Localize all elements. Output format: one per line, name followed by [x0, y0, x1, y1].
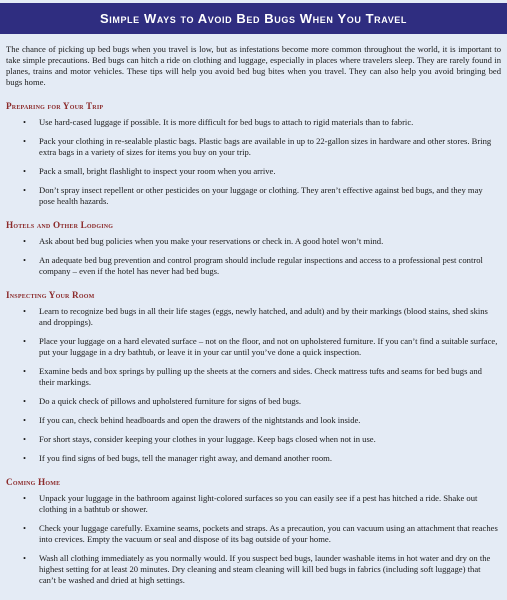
- bullet-icon: •: [23, 493, 27, 503]
- list-item-text: If you find signs of bed bugs, tell the manager right away, and demand another room.: [39, 453, 332, 463]
- list-item: [0, 553, 499, 586]
- list-item: [0, 117, 499, 128]
- list-item-text: Check your luggage carefully. Examine seams, pockets and straps. As a precaution, you can vacuum using an attachment that reaches into crevices. Empty the vacuum or seal and dispose of its bag outside of your home.: [39, 523, 498, 544]
- bullet-icon: •: [23, 434, 27, 444]
- section-3: [0, 477, 507, 586]
- list-item: [0, 136, 499, 158]
- list-item-text: An adequate bed bug prevention and control program should include regular inspections and access to a professional pest control company – even if the hotel has never had bed bugs.: [39, 255, 483, 276]
- bullet-icon: •: [23, 166, 27, 176]
- list-item-text: Pack a small, bright flashlight to inspect your room when you arrive.: [39, 166, 276, 176]
- list-item: [0, 185, 499, 207]
- bullet-icon: •: [23, 117, 27, 127]
- list-item: [0, 453, 499, 464]
- bullet-icon: •: [23, 396, 27, 406]
- title-banner: [0, 3, 507, 34]
- list-item: [0, 415, 499, 426]
- list-item-text: Wash all clothing immediately as you normally would. If you suspect bed bugs, launder washable items in hot water and dry on the highest setting for at least 20 minutes. Dry cleaning and steam cleaning will kill bed bugs in fabrics (including soft luggage) that can’t be washed and dried at high settings.: [39, 553, 491, 585]
- bullet-icon: •: [23, 523, 27, 533]
- list-item: [0, 306, 499, 328]
- bullet-icon: •: [23, 185, 27, 195]
- section-0: [0, 101, 507, 207]
- bullet-list: [0, 236, 507, 277]
- list-item-text: Don’t spray insect repellent or other pesticides on your luggage or clothing. They aren’t effective against bed bugs, and they may pose health hazards.: [39, 185, 483, 206]
- list-item: [0, 236, 499, 247]
- bullet-icon: •: [23, 553, 27, 563]
- list-item: [0, 255, 499, 277]
- list-item-text: Examine beds and box springs by pulling up the sheets at the corners and sides. Check mattress tufts and seams for bed bugs and their markings.: [39, 366, 482, 387]
- bullet-list: [0, 493, 507, 586]
- list-item-text: Learn to recognize bed bugs in all their life stages (eggs, newly hatched, and adult) and by their markings (blood stains, shed skins and droppings).: [39, 306, 488, 327]
- list-item-text: Ask about bed bug policies when you make your reservations or check in. A good hotel won’t mind.: [39, 236, 384, 246]
- bullet-icon: •: [23, 336, 27, 346]
- list-item-text: For short stays, consider keeping your clothes in your luggage. Keep bags closed when not in use.: [39, 434, 376, 444]
- list-item: [0, 396, 499, 407]
- list-item-text: Pack your clothing in re-sealable plastic bags. Plastic bags are available in up to 22-gallon sizes in hardware and other stores. Bring extra bags in a variety of sizes for items you buy on your trip.: [39, 136, 492, 157]
- list-item: [0, 366, 499, 388]
- section-1: [0, 220, 507, 277]
- section-heading: Hotels and Other Lodging: [6, 220, 114, 230]
- section-heading: Coming Home: [6, 477, 61, 487]
- intro-paragraph: The chance of picking up bed bugs when you travel is low, but as infestations become more common throughout the world, it is important to take simple precautions. Bed bugs can hitch a ride on clothing and luggage, especially in places where travelers sleep. They are rarely found in planes, trains and motor vehicles. These tips will help you avoid bed bug bites when you travel. They can also help you avoid bringing bed bugs home.: [6, 44, 501, 87]
- list-item: [0, 166, 499, 177]
- page-title: Simple Ways to Avoid Bed Bugs When You Travel: [99, 11, 408, 26]
- bullet-icon: •: [23, 366, 27, 376]
- list-item: [0, 493, 499, 515]
- bullet-icon: •: [23, 236, 27, 246]
- list-item: [0, 336, 499, 358]
- bullet-icon: •: [23, 453, 27, 463]
- section-heading: Preparing for Your Trip: [6, 101, 104, 111]
- list-item-text: Place your luggage on a hard elevated surface – not on the floor, and not on upholstered furniture. If you can’t find a suitable surface, put your luggage in a dry bathtub, or leave it in your car until you’ve done a quick inspection.: [39, 336, 498, 357]
- list-item-text: If you can, check behind headboards and open the drawers of the nightstands and look inside.: [39, 415, 361, 425]
- list-item: [0, 434, 499, 445]
- bullet-icon: •: [23, 415, 27, 425]
- list-item-text: Do a quick check of pillows and upholstered furniture for signs of bed bugs.: [39, 396, 302, 406]
- bullet-icon: •: [23, 306, 27, 316]
- bullet-list: [0, 306, 507, 464]
- section-heading: Inspecting Your Room: [6, 290, 95, 300]
- section-2: [0, 290, 507, 464]
- list-item-text: Unpack your luggage in the bathroom against light-colored surfaces so you can easily see if a pest has hitched a ride. Shake out clothing in a bathtub or shower.: [39, 493, 478, 514]
- sections-container: [0, 101, 507, 586]
- list-item: [0, 523, 499, 545]
- list-item-text: Use hard-cased luggage if possible. It is more difficult for bed bugs to attach to rigid materials than to fabric.: [39, 117, 414, 127]
- bullet-icon: •: [23, 136, 27, 146]
- bullet-icon: •: [23, 255, 27, 265]
- bullet-list: [0, 117, 507, 207]
